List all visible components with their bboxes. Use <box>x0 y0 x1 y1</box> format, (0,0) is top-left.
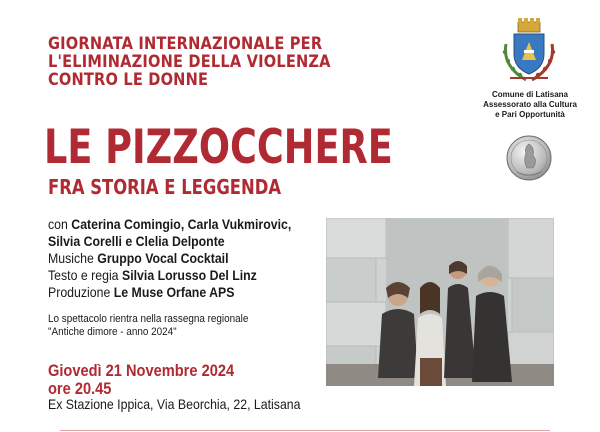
credit-direction-value: Silvia Lorusso Del Linz <box>121 267 257 283</box>
event-header-line-1: GIORNATA INTERNAZIONALE PER <box>48 34 323 54</box>
event-venue: Ex Stazione Ippica, Via Beorchia, 22, Latisana <box>48 396 301 412</box>
organizer-line-2: Assessorato alla Cultura <box>483 100 577 109</box>
credit-production <box>48 284 234 301</box>
event-time: ore 20.45 <box>48 379 112 398</box>
credit-music <box>48 250 229 267</box>
credit-direction <box>48 267 257 284</box>
credit-production-value: Le Muse Orfane APS <box>113 284 235 300</box>
show-title: LE PIZZOCCHERE <box>44 120 393 175</box>
organizer-line-3: e Pari Opportunità <box>495 110 565 119</box>
cast-photo <box>326 218 554 386</box>
note-line-1: Lo spettacolo rientra nella rassegna regionale <box>48 313 249 325</box>
show-subtitle: FRA STORIA E LEGGENDA <box>48 175 282 199</box>
credit-direction-prefix: Testo e regia <box>48 267 122 283</box>
credit-music-value: Gruppo Vocal Cocktail <box>97 250 229 266</box>
organizer-line-1: Comune di Latisana <box>491 90 568 99</box>
credit-music-prefix: Musiche <box>48 250 98 266</box>
credit-cast-line-2 <box>48 233 225 250</box>
note-line-2: "Antiche dimore - anno 2024" <box>48 326 177 338</box>
credit-cast-prefix: con <box>48 216 72 232</box>
coat-of-arms-icon <box>496 14 562 86</box>
credit-cast-line-1 <box>48 216 291 233</box>
silver-medal-icon <box>505 134 553 182</box>
event-header-line-2: L'ELIMINAZIONE DELLA VIOLENZA <box>48 52 331 72</box>
credit-production-prefix: Produzione <box>48 284 114 300</box>
credit-cast-names-2: Silvia Corelli e Clelia Delponte <box>48 233 225 249</box>
credit-cast-names-1: Caterina Comingio, Carla Vukmirovic, <box>71 216 292 232</box>
event-date: Giovedì 21 Novembre 2024 <box>48 361 235 380</box>
bottom-divider <box>60 430 550 431</box>
event-header-line-3: CONTRO LE DONNE <box>48 70 209 90</box>
